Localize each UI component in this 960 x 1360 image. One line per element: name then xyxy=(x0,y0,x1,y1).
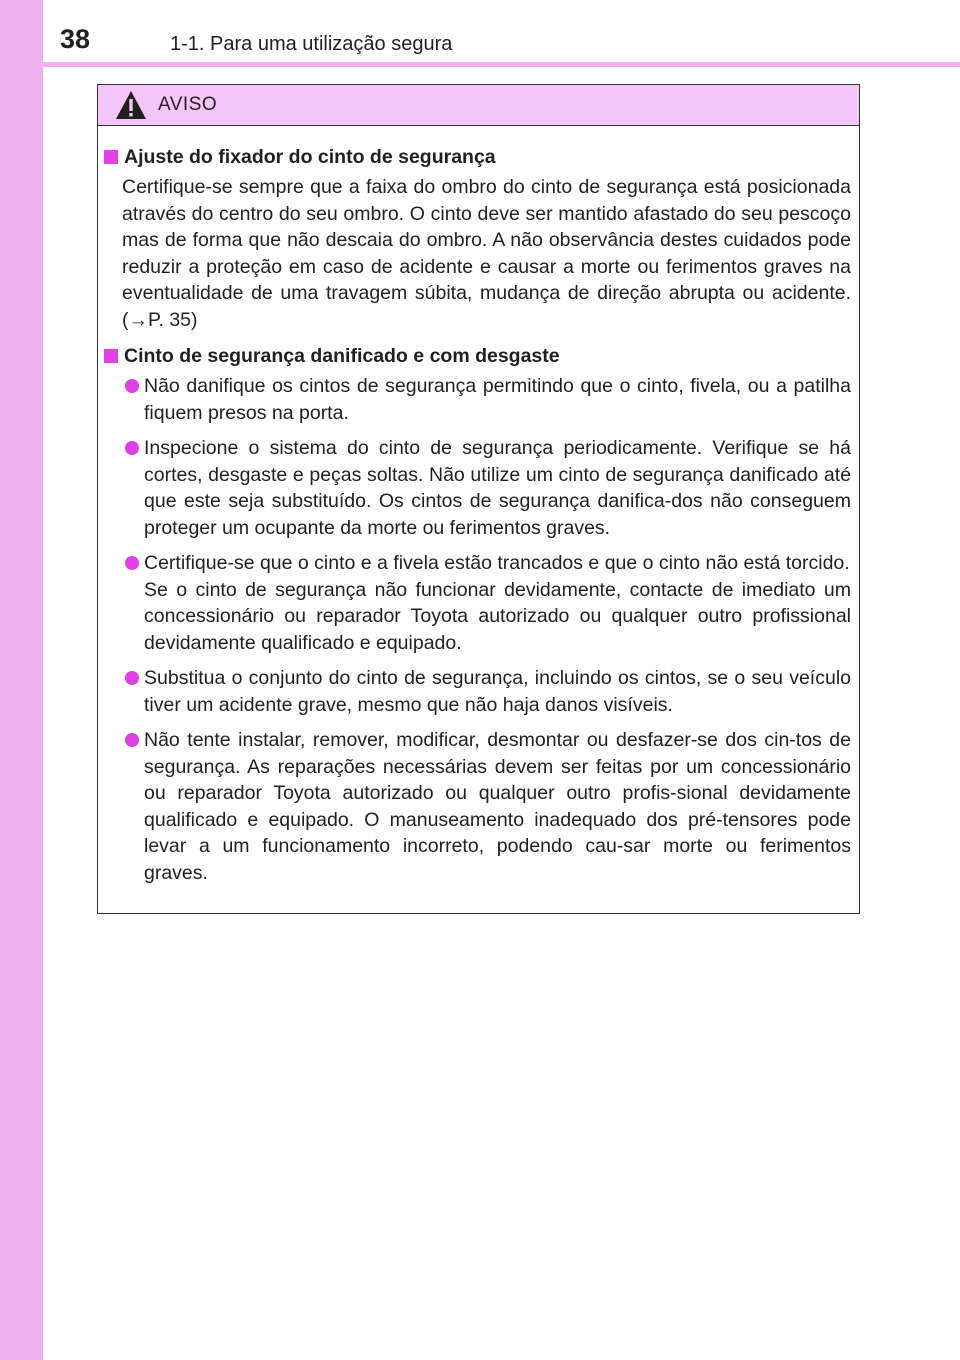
section-paragraph: Certifique-se sempre que a faixa do ombro do cinto de segurança está posicionada através do centro do seu ombro. O cinto deve ser mantido afastado do seu pescoço mas de forma que não descaia do ombro. A não observância destes cuidados pode reduzir a proteção em caso de acidente e causar a morte ou ferimentos graves na eventualidade de uma travagem súbita, mudança de direção abrupta ou acidente. (→P. 35) xyxy=(122,176,851,331)
warning-label: AVISO xyxy=(158,94,218,115)
warning-triangle-icon xyxy=(114,89,148,121)
list-item-text: Substitua o conjunto do cinto de segurança, incluindo os cintos, se o seu veículo tiver um acidente grave, mesmo que não haja danos visíveis. xyxy=(144,667,851,716)
warning-body xyxy=(98,126,859,886)
round-bullet-icon xyxy=(125,556,139,570)
warning-header xyxy=(98,85,859,126)
warning-box xyxy=(97,84,860,914)
list-item xyxy=(102,550,851,656)
section-heading xyxy=(102,144,851,170)
list-item xyxy=(102,435,851,541)
square-bullet-icon xyxy=(104,150,118,164)
round-bullet-icon xyxy=(125,733,139,747)
list-item xyxy=(102,727,851,886)
section-heading-text: Ajuste do fixador do cinto de segurança xyxy=(124,146,496,168)
square-bullet-icon xyxy=(104,349,118,363)
round-bullet-icon xyxy=(125,379,139,393)
list-item-text: Não tente instalar, remover, modificar, desmontar ou desfazer-se dos cin-tos de segurança. As reparações necessárias devem ser feitas por um concessionário ou reparador Toyota autorizado ou qualquer outro profis-sional devidamente qualificado e equipado. O manuseamento inadequado dos pré-tensores pode levar a um funcionamento incorreto, podendo cau-sar morte ou ferimentos graves. xyxy=(144,729,851,884)
section-title: 1-1. Para uma utilização segura xyxy=(170,33,453,55)
list-item-text: Inspecione o sistema do cinto de segurança periodicamente. Verifique se há cortes, desgaste e peças soltas. Não utilize um cinto de segurança danificado até que este seja substituído. Os cintos de segurança danifica-dos não conseguem proteger um ocupante da morte ou ferimentos graves. xyxy=(144,437,851,539)
section-heading-text: Cinto de segurança danificado e com desgaste xyxy=(124,345,560,367)
list-item-text: Não danifique os cintos de segurança permitindo que o cinto, fivela, ou a patilha fiquem presos na porta. xyxy=(144,375,851,424)
round-bullet-icon xyxy=(125,441,139,455)
round-bullet-icon xyxy=(125,671,139,685)
page-number: 38 xyxy=(60,24,91,54)
header-divider xyxy=(0,62,960,67)
list-item xyxy=(102,665,851,718)
list-item-text: Certifique-se que o cinto e a fivela estão trancados e que o cinto não está torcido. Se o cinto de segurança não funcionar devidamente, contacte de imediato um concessionário ou reparador Toyota autorizado ou qualquer outro profissional devidamente qualificado e equipado. xyxy=(144,552,851,654)
list-item xyxy=(102,373,851,426)
side-tab-band xyxy=(0,0,43,1360)
section-heading xyxy=(102,343,851,369)
